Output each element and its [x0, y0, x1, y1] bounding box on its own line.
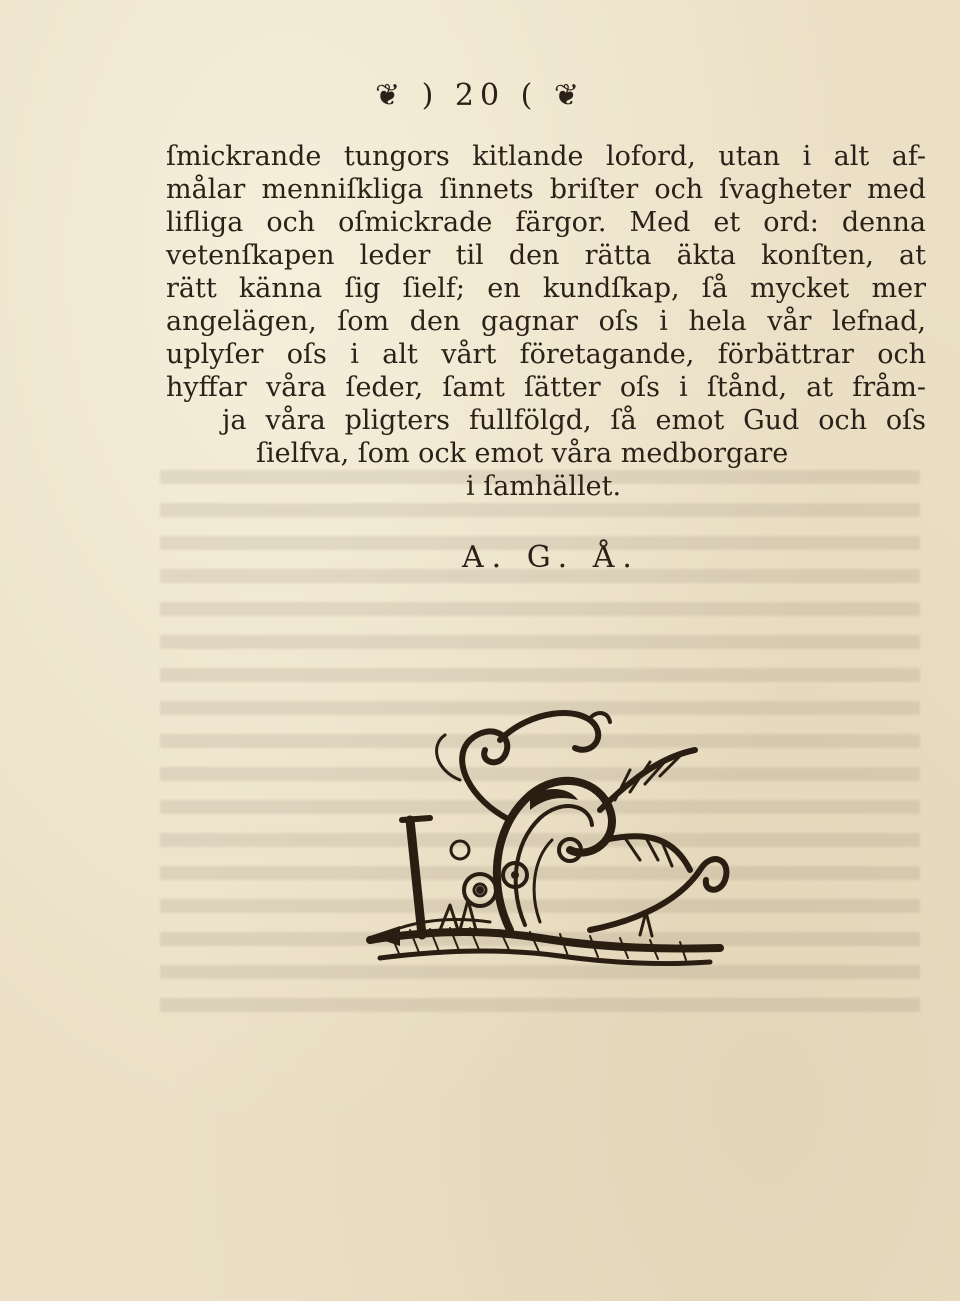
signature-initials: A. G. Å.	[462, 540, 640, 575]
text-line: ſielfva, ſom ock emot våra medborgare	[256, 438, 789, 469]
text-line: angelägen, ſom den gagnar oſs i hela vår lefnad,	[166, 306, 926, 337]
page-header: ❦ ) 20 ( ❦	[375, 78, 585, 113]
text-line: ja våra pligters fullfölgd, ſå emot Gud och oſs	[222, 405, 926, 436]
text-line: rätt känna ſig ſielf; en kundſkap, ſå mycket mer	[166, 273, 926, 304]
text-line: vetenſkapen leder til den rätta äkta konſten, at	[166, 240, 926, 271]
text-line: lifliga och oſmickrade färgor. Med et ord: denna	[166, 207, 926, 238]
body-text	[166, 140, 926, 503]
floral-vignette-icon	[340, 700, 740, 1000]
text-line: uplyſer oſs i alt vårt företagande, förbättrar och	[166, 339, 926, 370]
text-line: i ſamhället.	[466, 471, 622, 502]
text-line: hyffar våra ſeder, ſamt ſätter oſs i ſtånd, at fråm-	[166, 372, 926, 403]
text-line: målar menniſkliga ſinnets briſter och ſvagheter med	[166, 174, 926, 205]
text-line: ſmickrande tungors kitlande loford, utan i alt af-	[166, 141, 926, 172]
